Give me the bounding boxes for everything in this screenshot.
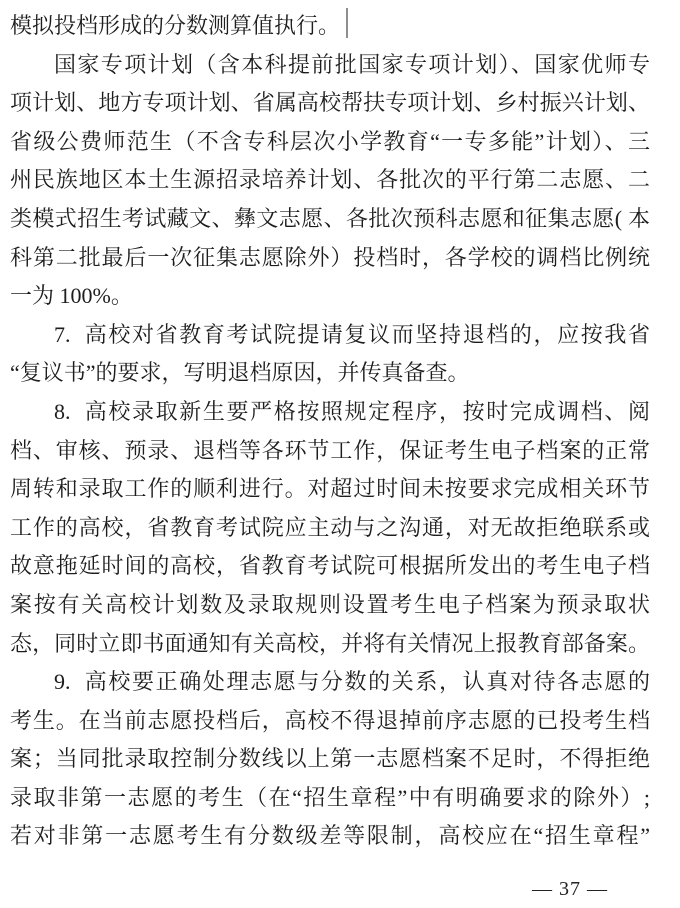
text-line-content: 档、审核、预录、退档等各环节工作，保证考生电子档案的正常 xyxy=(10,437,650,463)
text-line-content: 一为 100%。 xyxy=(10,283,133,309)
text-line-content: 故意拖延时间的高校，省教育考试院可根据所发出的考生电子档 xyxy=(10,553,650,579)
text-line xyxy=(10,393,650,432)
text-line xyxy=(10,586,650,625)
text-line-content: 工作的高校，省教育考试院应主动与之沟通，对无故拒绝联系或 xyxy=(10,514,650,540)
text-line xyxy=(10,316,650,355)
text-line-content: 模拟投档形成的分数测算值执行。 xyxy=(10,13,341,38)
text-line xyxy=(10,625,650,664)
text-line-content: 7. 高校对省教育考试院提请复议而坚持退档的，应按我省 xyxy=(54,321,650,347)
text-line xyxy=(10,663,650,702)
text-line-content: 州民族地区本土生源招录培养计划、各批次的平行第二志愿、二 xyxy=(10,167,650,193)
text-line xyxy=(10,702,650,741)
text-line xyxy=(10,547,650,586)
text-line xyxy=(10,46,650,85)
text-line xyxy=(10,509,650,548)
text-line-content: “复议书”的要求，写明退档原因，并传真备查。 xyxy=(10,360,470,386)
text-line-content: 态，同时立即书面通知有关高校，并将有关情况上报教育部备案。 xyxy=(10,630,650,656)
text-line-content: 9. 高校要正确处理志愿与分数的关系，认真对待各志愿的 xyxy=(54,669,650,695)
text-line xyxy=(10,7,650,46)
text-line-content: 若对非第一志愿考生有分数级差等限制，高校应在“招生章程” xyxy=(10,823,650,849)
text-line-content: 8. 高校录取新生要严格按照规定程序，按时完成调档、阅 xyxy=(54,398,650,424)
text-line-content: 案；当同批录取控制分数线以上第一志愿档案不足时，不得拒绝 xyxy=(10,746,650,772)
text-line-content: 案按有关高校计划数及录取规则设置考生电子档案为预录取状 xyxy=(10,591,650,617)
text-line xyxy=(10,354,650,393)
text-line-content: 国家专项计划（含本科提前批国家专项计划）、国家优师专 xyxy=(54,51,650,77)
text-line xyxy=(10,740,650,779)
text-line xyxy=(10,817,650,856)
text-line xyxy=(10,779,650,818)
text-line xyxy=(10,432,650,471)
text-line-content: 项计划、地方专项计划、省属高校帮扶专项计划、乡村振兴计划、 xyxy=(10,90,650,116)
text-line xyxy=(10,277,650,316)
text-line xyxy=(10,200,650,239)
text-line-content: 录取非第一志愿的考生（在“招生章程”中有明确要求的除外）; xyxy=(10,784,650,810)
text-line xyxy=(10,123,650,162)
text-line xyxy=(10,470,650,509)
text-line-content: 省级公费师范生（不含专科层次小学教育“一专多能”计划）、三 xyxy=(10,128,650,154)
text-line xyxy=(10,161,650,200)
body-text xyxy=(10,7,650,856)
text-line-content: 考生。在当前志愿投档后，高校不得退掉前序志愿的已投考生档 xyxy=(10,707,650,733)
text-cursor[interactable] xyxy=(346,8,348,38)
text-line-content: 类模式招生考试藏文、彝文志愿、各批次预科志愿和征集志愿( 本 xyxy=(10,205,650,231)
text-line xyxy=(10,84,650,123)
text-line xyxy=(10,239,650,278)
text-line-content: 科第二批最后一次征集志愿除外）投档时，各学校的调档比例统 xyxy=(10,244,650,270)
page-number: — 37 — xyxy=(532,878,608,900)
text-line-content: 周转和录取工作的顺利进行。对超过时间未按要求完成相关环节 xyxy=(10,476,650,502)
